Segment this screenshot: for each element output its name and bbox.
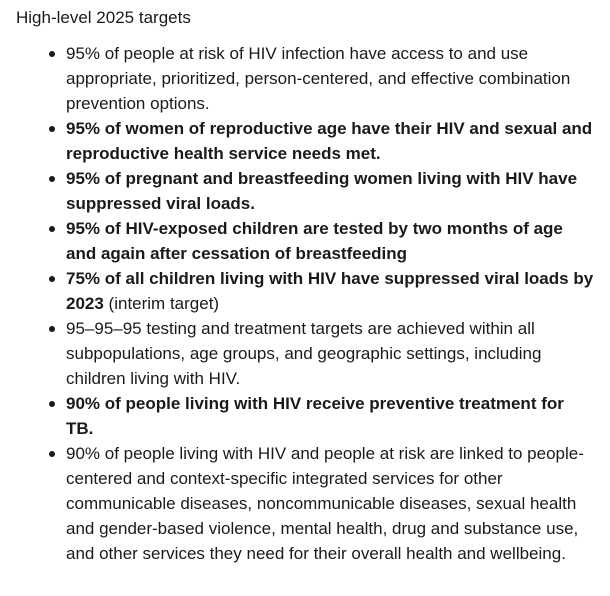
targets-list [16, 41, 594, 566]
target-text: 75% of all children living with HIV have suppressed viral loads by 2023 [66, 269, 594, 313]
bullet-icon [49, 451, 55, 457]
list-item [66, 266, 594, 316]
list-item [66, 316, 594, 391]
list-item [66, 41, 594, 116]
bullet-icon [49, 326, 55, 332]
section-heading: High-level 2025 targets [16, 8, 191, 27]
bullet-icon [49, 226, 55, 232]
bullet-icon [49, 126, 55, 132]
bullet-icon [49, 401, 55, 407]
target-text: 95% of HIV-exposed children are tested by two months of age and again after cessation of breastfeeding [66, 219, 563, 263]
list-item [66, 441, 594, 566]
list-item [66, 166, 594, 216]
target-text: 95% of people at risk of HIV infection have access to and use appropriate, prioritized, person-centered, and effective combination prevention options. [66, 44, 571, 113]
target-suffix: (interim target) [103, 294, 220, 313]
list-item [66, 216, 594, 266]
bullet-icon [49, 276, 55, 282]
list-item [66, 116, 594, 166]
target-text: 95% of pregnant and breastfeeding women living with HIV have suppressed viral loads. [66, 169, 578, 213]
bullet-icon [49, 51, 55, 57]
list-item [66, 391, 594, 441]
target-text: 90% of people living with HIV receive preventive treatment for TB. [66, 394, 564, 438]
bullet-icon [49, 176, 55, 182]
target-text: 95–95–95 testing and treatment targets are achieved within all subpopulations, age groups, and geographic settings, including children living with HIV. [66, 319, 542, 388]
target-text: 95% of women of reproductive age have their HIV and sexual and reproductive health service needs met. [66, 119, 593, 163]
target-text: 90% of people living with HIV and people at risk are linked to people-centered and context-specific integrated services for other communicable diseases, noncommunicable diseases, sexual health and gender-based violence, mental health, drug and substance use, and other services they need for their overall health and wellbeing. [66, 444, 584, 563]
